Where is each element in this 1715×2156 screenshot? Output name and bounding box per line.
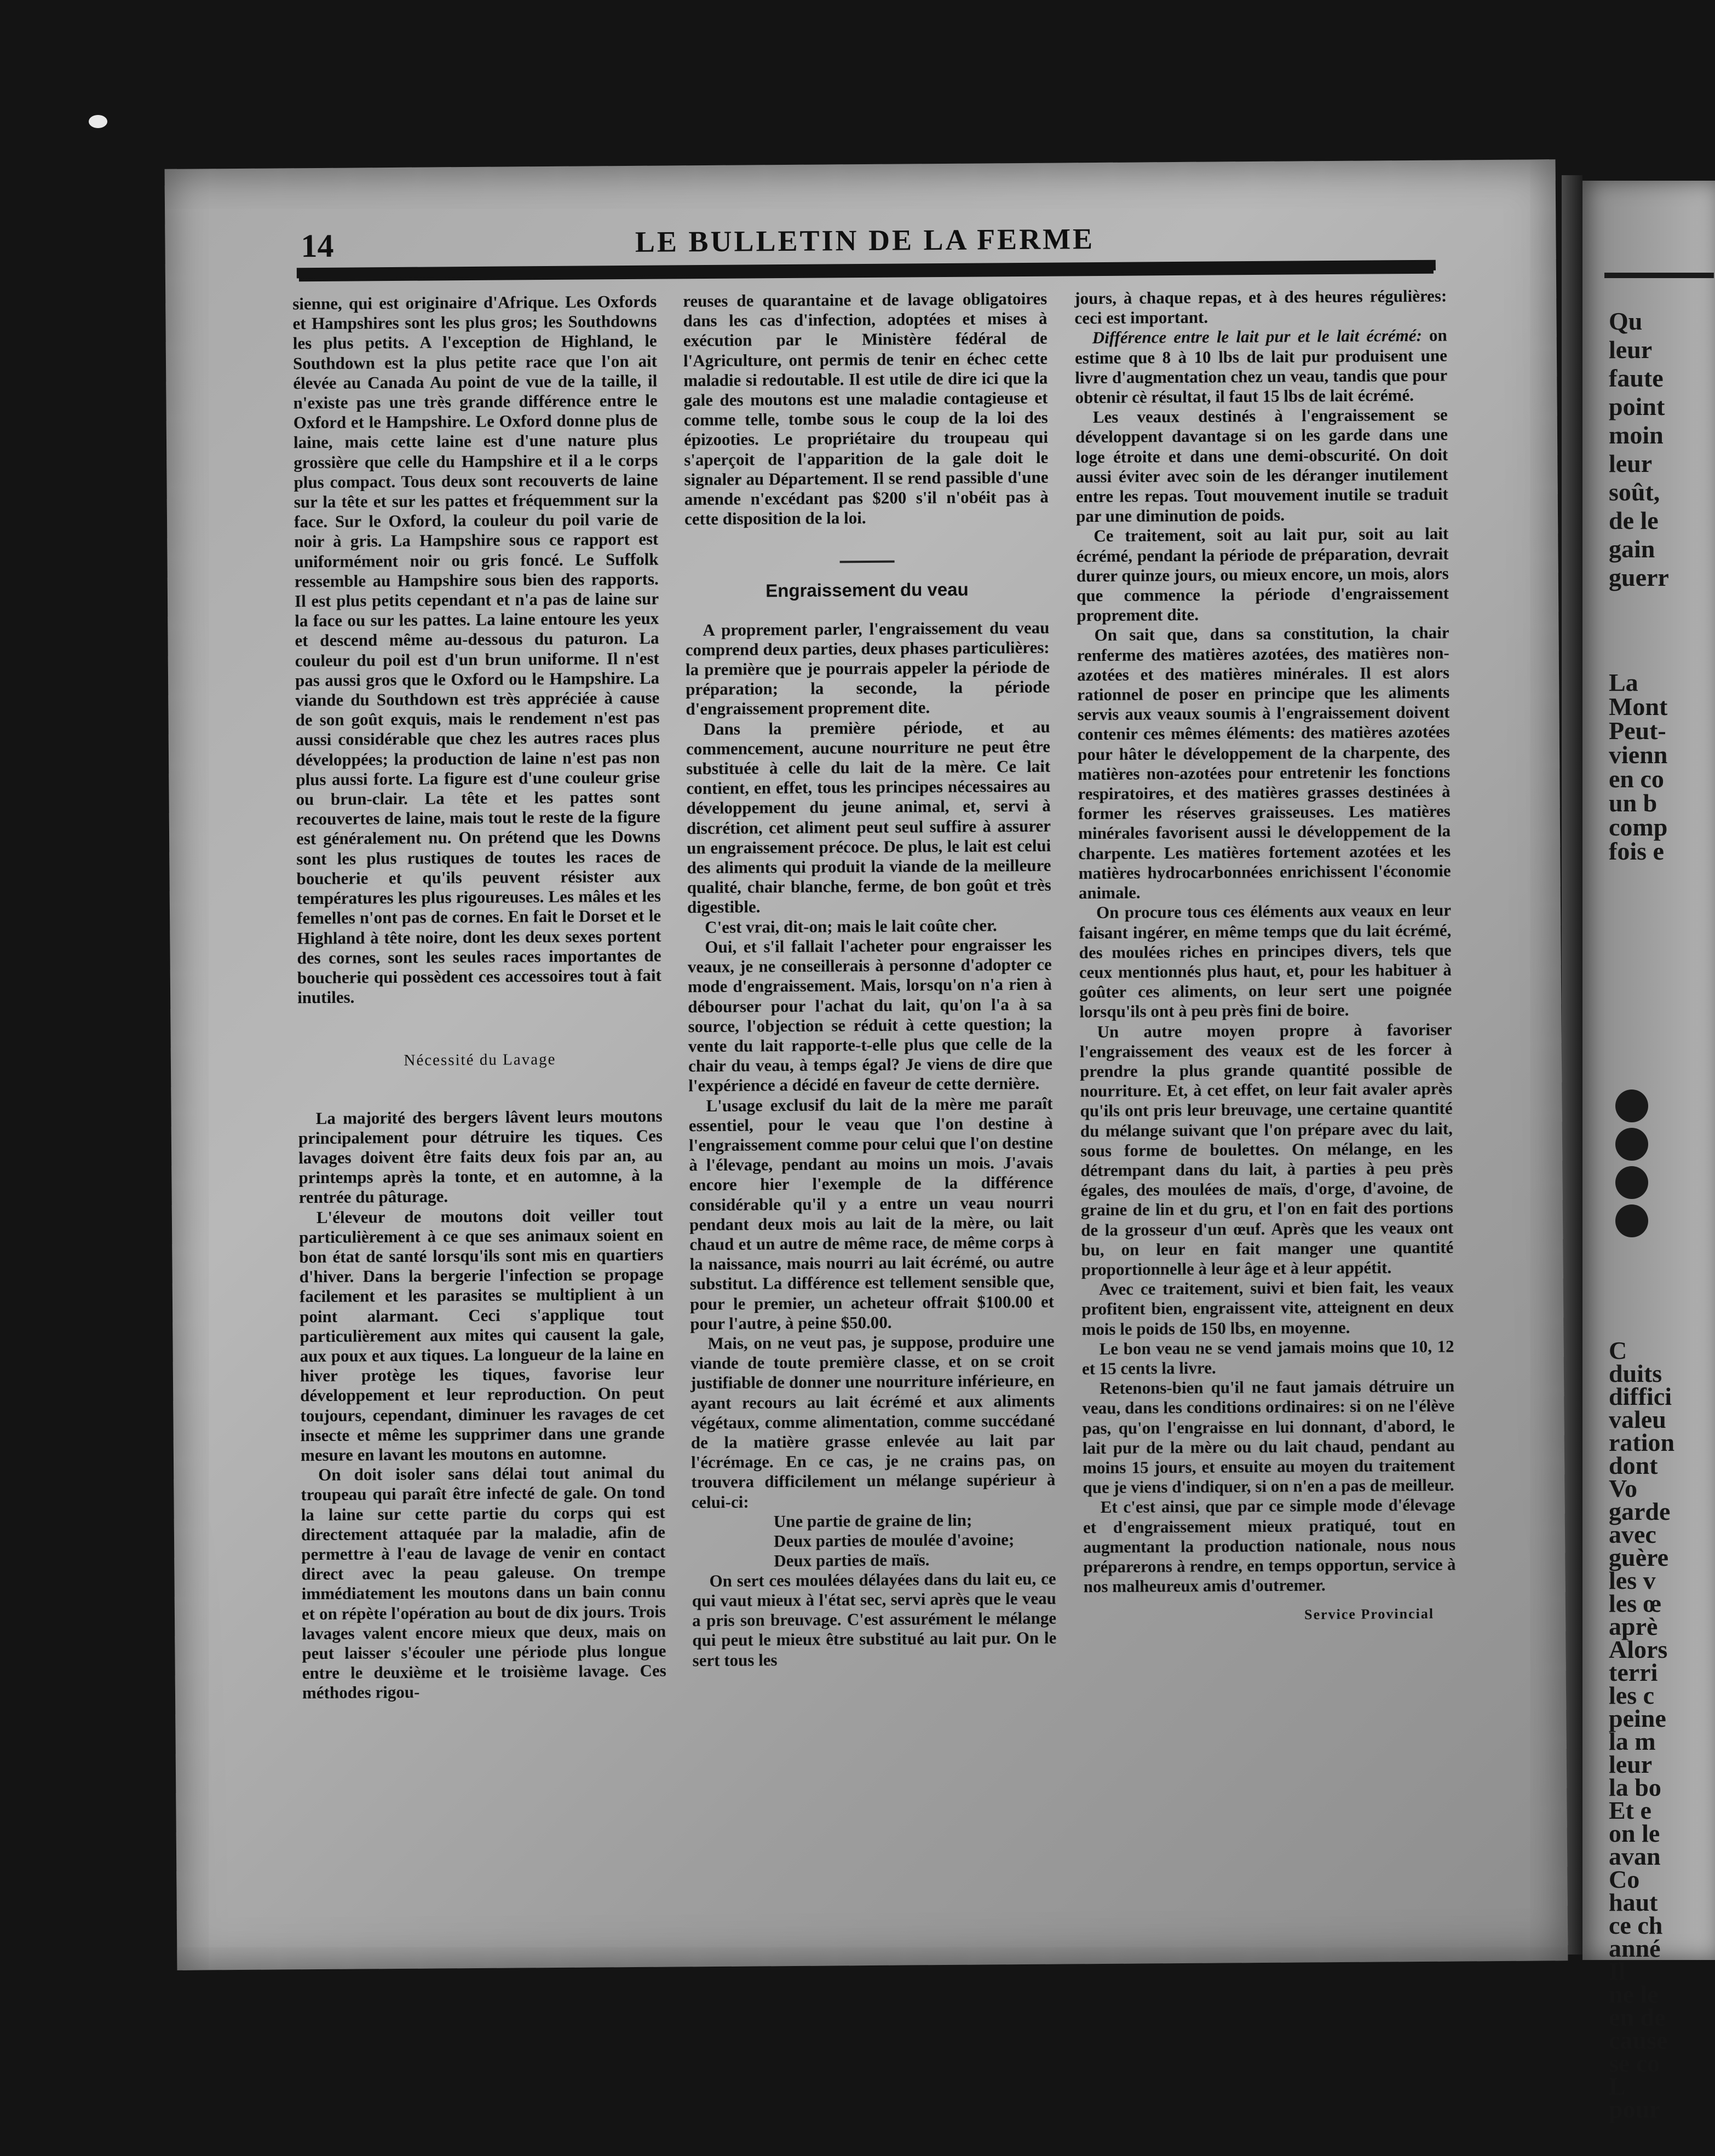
newspaper-page <box>165 159 1568 1970</box>
adjacent-fragment: moin <box>1609 421 1664 449</box>
paragraph: La majorité des bergers lâvent leurs moutons principalement pour détruire les tiques. Ces lavages doivent être faits deux fois par an, au printemps après la tonte, et en automne, à la rentrée du pâturage. <box>298 1106 663 1207</box>
adjacent-fragment: en de <box>1609 2003 1666 2031</box>
paragraph: reuses de quarantaine et de lavage obligatoires dans les cas d'infection, adoptées et mises à exécution par le Ministère fédéral de l'Agriculture, ont permis de tenir en échec cette maladie si redoutable. Il est utile de dire ici que la gale des moutons est une maladie contagieuse et comme telle, tombe sous le coup de la loi des épizooties. Le propriétaire du troupeau qui s'aperçoit de l'apparition de la gale doit le signaler au Département. Il se rend passible d'une amende n'excédant pas $200 s'il n'obéit pas à cette disposition de la loi. <box>683 289 1049 529</box>
adjacent-fragment: point <box>1609 393 1665 420</box>
adjacent-fragment: C <box>1609 1336 1627 1364</box>
paragraph: C'est vrai, dit-on; mais le lait coûte cher. <box>705 915 997 937</box>
adjacent-fragment: Vo <box>1609 1474 1637 1502</box>
adjacent-fragment: anné <box>1609 1934 1661 1962</box>
paragraph <box>1075 326 1448 408</box>
adjacent-fragment: guerr <box>1609 563 1669 591</box>
adjacent-fragment: Mont <box>1609 693 1668 720</box>
adjacent-fragment: haut <box>1609 1888 1658 1916</box>
adjacent-fragment: la bo <box>1609 1773 1661 1801</box>
adjacent-fragment: aprè <box>1609 1612 1658 1640</box>
adjacent-fragment: soût, <box>1609 478 1660 506</box>
column-1 <box>292 292 666 1703</box>
adjacent-fragment: leur <box>1609 1750 1653 1778</box>
paragraph: Dans la première période, et au commencement, aucune nourriture ne peut être substituée à celle du lait de la mère. Ce lait contient, en effet, tous les principes nécessaires au développement du jeune animal, et, servi à discrétion, cet aliment peut seul suffire à assurer un engraissement précoce. De plus, le lait est celui des aliments qui produit la viande de la meilleure qualité, chair blanche, ferme, de bon goût et très digestible. <box>686 717 1051 917</box>
paragraph: L'éleveur de moutons doit veiller tout particulièrement à ce que ses animaux soient en bon état de santé lorsqu'ils sont mis en quartiers d'hiver. Dans la bergerie l'infection se propage facilement et les parasites se multiplient à un point alarmant. Ceci s'applique tout particulièrement aux mites qui causent la gale, aux poux et aux tiques. La longueur de la laine en hiver protège les tiques, favorise leur développement et leur reproduction. On peut toujours, cependant, diminuer les ravages de cet insecte et même les supprimer dans une grande mesure en lavant les moutons en automne. <box>299 1205 665 1465</box>
adjacent-fragment: pour <box>1609 2095 1661 2123</box>
paragraph: sienne, qui est originaire d'Afrique. Les Oxfords et Hampshires sont les plus gros; les Southdowns les plus petits. A l'exception de Highland, le Southdown est la plus petite race que l'on ait élevée au Canada Au point de vue de la taille, il n'existe pas une très grande différence entre le Oxford et le Hampshire. Le Oxford donne plus de laine, mais cette laine est d'une nature plus grossière que celle du Hampshire et il a le corps plus compact. Tous deux sont recouverts de laine sur la tête et sur les pattes et fréquemment sur la face. Sur le Oxford, la couleur du poil varie de noir à gris. La Hampshire sous ce rapport est uniformément noir ou gris foncé. Le Suffolk ressemble au Hampshire sous bien des rapports. Il est plus petits cependant et n'a pas de laine sur la face ou sur les pattes. La laine entoure les yeux et descend même au-dessous du paturon. La couleur du poil est d'un brun uniforme. Il n'est pas aussi gros que le Oxford ou le Hampshire. La viande du Southdown est très appréciée à cause de son goût exquis, mais le rendement n'est pas aussi considérable que chez les autres races plus développées; la production de laine n'est pas non plus aussi forte. La figure est d'une couleur grise ou brun-clair. La tête et les pattes sont recouvertes de laine, mais tout le reste de la figure est généralement nu. On prétend que les Downs sont les plus rustiques de toutes les races de boucherie et qu'ils peuvent résister aux températures les plus rigoureuses. Les mâles et les femelles n'ont pas de cornes. En fait le Dorset et le Highland à tête noire, dont les deux sexes portent des cornes, sont les seules races importantes de boucherie qui possèdent ces accessoires tout à fait inutiles. <box>292 291 661 1007</box>
adjacent-fragment: on le <box>1609 1819 1660 1847</box>
adjacent-fragment: comp <box>1609 813 1668 841</box>
paragraph: Retenons-bien qu'il ne faut jamais détruire un veau, dans les conditions ordinaires: si on ne l'élève pas, qu'on l'engraisse en lui donnant, d'abord, le lait pur de la mère ou du lait chaud, pendant au moins 15 jours, et ensuite au moyen du traitement que je viens d'indiquer, si on n'en a pas de meilleur. <box>1082 1376 1455 1497</box>
adjacent-fragment: gain <box>1609 535 1655 563</box>
adjacent-fragment: les c <box>1609 1681 1655 1709</box>
divider <box>839 561 894 563</box>
adjacent-fragment: diffici <box>1609 1382 1672 1410</box>
paragraph: Avec ce traitement, suivi et bien fait, les veaux profitent bien, engraissent vite, atteignent en deux mois le poids de 150 lbs, en moyenne. <box>1081 1277 1454 1339</box>
page-number: 14 <box>301 227 334 264</box>
paragraph: A proprement parler, l'engraissement du veau comprend deux parties, deux phases particulières: la première que je pourrais appeler la période de préparation; la seconde, la période d'engraissement proprement dite. <box>685 618 1050 719</box>
adjacent-fragment: duits <box>1609 1359 1662 1387</box>
paragraph: jours, à chaque repas, et à des heures régulières: ceci est important. <box>1074 286 1447 328</box>
adjacent-fragment: guère <box>1609 1543 1669 1571</box>
column-3 <box>1074 286 1456 1627</box>
adjacent-fragment: de le <box>1609 506 1659 534</box>
paragraph: On doit isoler sans délai tout animal du troupeau qui paraît être infecté de gale. On tond la laine sur cette partie du corps qui est directement attaquée par la maladie, afin de permettre à l'eau de lavage de venir en contact direct avec la peau galeuse. On trempe immédiatement les moutons dans un bain connu et on répète l'opération au bout de dix jours. Trois lavages valent encore mieux que deux, mais on peut laisser s'écouler une période plus longue entre le deuxième et le troisième lavage. Ces méthodes rigou- <box>301 1462 666 1703</box>
adjacent-fragment: cause <box>1609 2026 1668 2054</box>
page-title: LE BULLETIN DE LA FERME <box>635 222 1095 258</box>
adjacent-fragment: un b <box>1609 789 1658 817</box>
adjacent-fragment: Co <box>1609 1865 1640 1893</box>
recipe-item: Deux parties de maïs. <box>774 1549 930 1570</box>
ornament-icon <box>1615 1166 1648 1199</box>
paragraph: Oui, et s'il fallait l'acheter pour engraisser les veaux, je ne conseillerais à personne d'adopter ce mode d'engraissement. Mais, lorsqu'on n'a rien à débourser pour l'achat du lait, qu'on l'a à sa source, l'objection se réduit à cette question; la vente du lait rapporte-t-elle plus que celle de la chair du veau, à temps égal? Je viens de dire que l'expérience a décidé en faveur de cette dernière. <box>687 935 1053 1096</box>
adjacent-fragment: valeu <box>1609 1405 1666 1433</box>
section-heading: Nécessité du Lavage <box>404 1051 556 1070</box>
paragraph: L'usage exclusif du lait de la mère me paraît essentiel, pour le veau que l'on destine à l'engraissement comme pour celui que l'on destine à l'élevage, pendant au moins un mois. J'avais encore hier l'exemple de la différence considérable qu'il y a entre un veau nourri pendant deux mois au lait de la mère, ou lait chaud et un autre de même race, de même corps à la naissance, mais nourri au lait écrémé, ou autre substitut. La différence est tellement sensible que, pour le premier, un acheteur offrait $100.00 et pour l'autre, à peine $50.00. <box>688 1093 1055 1334</box>
ornament-icon <box>1615 1204 1648 1237</box>
paragraph: On procure tous ces éléments aux veaux en leur faisant ingérer, en même temps que du lait écrémé, des moulées riches en principes divers, tels que ceux mentionnés plus haut, et, pour les habituer à goûter ces aliments, on leur sert une poignée lorsqu'ils ont à peu près fini de boire. <box>1079 900 1452 1022</box>
adjacent-fragment: peine <box>1609 1704 1666 1732</box>
signature: Service Provincial <box>1304 1606 1435 1623</box>
adjacent-fragment: garde <box>1609 1497 1671 1525</box>
paragraph: Et c'est ainsi, que par ce simple mode d'élevage et d'engraissement mieux pratiqué, tout en augmentant la production nationale, nous nous préparerons à rendre, en temps opportun, service à nos malheureux amis d'outremer. <box>1083 1495 1456 1596</box>
article-heading: Engraissement du veau <box>766 579 969 601</box>
adjacent-fragment: les v <box>1609 1566 1656 1594</box>
adjacent-fragment: terri <box>1609 1658 1658 1686</box>
adjacent-fragment: Alors <box>1609 1635 1668 1663</box>
paragraph: Le bon veau ne se vend jamais moins que 10, 12 et 15 cents la livre. <box>1081 1336 1454 1379</box>
column-2 <box>683 289 1057 1670</box>
adjacent-fragment: leur <box>1609 336 1653 364</box>
paragraph: Les veaux destinés à l'engraissement se développent davantage si on les garde dans une loge étroite et dans une demi-obscurité. On doit aussi éviter avec soin de les déranger inutilement entre les repas. Tout mouvement inutile se traduit par une diminution de poids. <box>1075 405 1448 526</box>
adjacent-fragment: Il <box>1609 1957 1626 1985</box>
scan-speck <box>89 115 107 128</box>
paragraph: On sait que, dans sa constitution, la chair renferme des matières azotées, des matières non-azotées et des matières minérales. Il est alors rationnel de poser en principe que les aliments servis aux veaux soumis à l'engraissement doivent contenir ces mêmes éléments: des matières azotées pour hâter le développement de la charpente, des matières non-azotées pour entretenir les fonctions respiratoires, et des matières grasses destinées à former les réserves graisseuses. Les matières minérales favorisent aussi le développement de la charpente. Les matières fortement azotées et les matières hydrocarbonnées enrichissent l'économie animale. <box>1077 623 1451 903</box>
adjacent-fragment: Qu <box>1609 307 1643 335</box>
recipe-item: Deux parties de moulée d'avoine; <box>773 1529 1015 1550</box>
adjacent-fragment: La <box>1609 668 1638 696</box>
paragraph: On sert ces moulées délayées dans du lait eu, ce qui vaut mieux à l'état sec, servi après que le veau a pris son breuvage. C'est assurément le mélange qui peut le mieux être substitué au lait pur. On le sert tous les <box>692 1569 1057 1670</box>
adjacent-fragment: fois e <box>1609 837 1664 865</box>
adjacent-fragment: faute <box>1609 364 1664 392</box>
adjacent-fragment: les œ <box>1609 1589 1661 1617</box>
adjacent-fragment: leur <box>1609 449 1653 477</box>
adjacent-fragment: se co <box>1609 2049 1660 2077</box>
ornament-icon <box>1615 1089 1648 1122</box>
adjacent-fragment: Peut- <box>1609 717 1666 745</box>
adjacent-fragment: Et e <box>1609 1796 1651 1824</box>
ornament-icon <box>1615 1128 1648 1161</box>
adjacent-fragment: L <box>1609 2072 1626 2100</box>
paragraph: Ce traitement, soit au lait pur, soit au lait écrémé, pendant la période de préparation, devrait durer quinze jours, ou mieux encore, un mois, alors que commence la période d'engraissement proprement dite. <box>1076 523 1449 625</box>
adjacent-page <box>1582 181 1715 2123</box>
adjacent-fragment: ce ch <box>1609 1911 1663 1939</box>
paragraph-text: on estime que 8 à 10 lbs de lait pur produisent une livre d'augmentation chez un veau, tandis que pour obtenir cè résultat, il faut 15 lbs de lait écrémé. <box>1074 325 1448 407</box>
adjacent-fragment: la m <box>1609 1727 1656 1755</box>
adjacent-fragment: avan <box>1609 1842 1661 1870</box>
recipe-list <box>692 1509 1056 1571</box>
adjacent-fragment: vienn <box>1609 741 1668 769</box>
adjacent-fragment: avec <box>1609 1520 1656 1548</box>
adjacent-fragment: en co <box>1609 765 1664 793</box>
paragraph: Un autre moyen propre à favoriser l'engraissement des veaux est de les forcer à prendre la plus grande quantité possible de nourriture. Et, à cet effet, on leur fait avaler après qu'ils ont pris leur breuvage, une certaine quantité du mélange suivant que l'on prépare avec du lait, sous forme de boulettes. On mélange, en les détrempant dans du lait, à parties à peu près égales, des moulées de maïs, d'orge, d'avoine, de graine de lin et du gru, et l'on en fait des portions de la grosseur d'un œuf. Après que les veaux ont bu, on leur en fait manger une quantité proportionnelle à leur âge et à leur appétit. <box>1079 1019 1454 1279</box>
adjacent-fragment: ne le <box>1609 1980 1659 2008</box>
recipe-item: Une partie de graine de lin; <box>773 1510 972 1531</box>
adjacent-fragment: dont <box>1609 1451 1658 1479</box>
adjacent-fragment: ration <box>1609 1428 1675 1456</box>
adjacent-header-rule <box>1604 273 1714 278</box>
italic-lead: Différence entre le lait pur et le lait écrémé: <box>1092 326 1422 348</box>
paragraph: Mais, on ne veut pas, je suppose, produire une viande de toute première classe, et on se croit justifiable de donner une nourriture inférieure, en ayant recours au lait écrémé et aux aliments végétaux, comme alimentation, comme succédané de la matière grasse enlevée au lait par l'écrémage. En ce cas, je ne crains pas, on trouvera difficilement un mélange supérieur à celui-ci: <box>690 1331 1056 1512</box>
